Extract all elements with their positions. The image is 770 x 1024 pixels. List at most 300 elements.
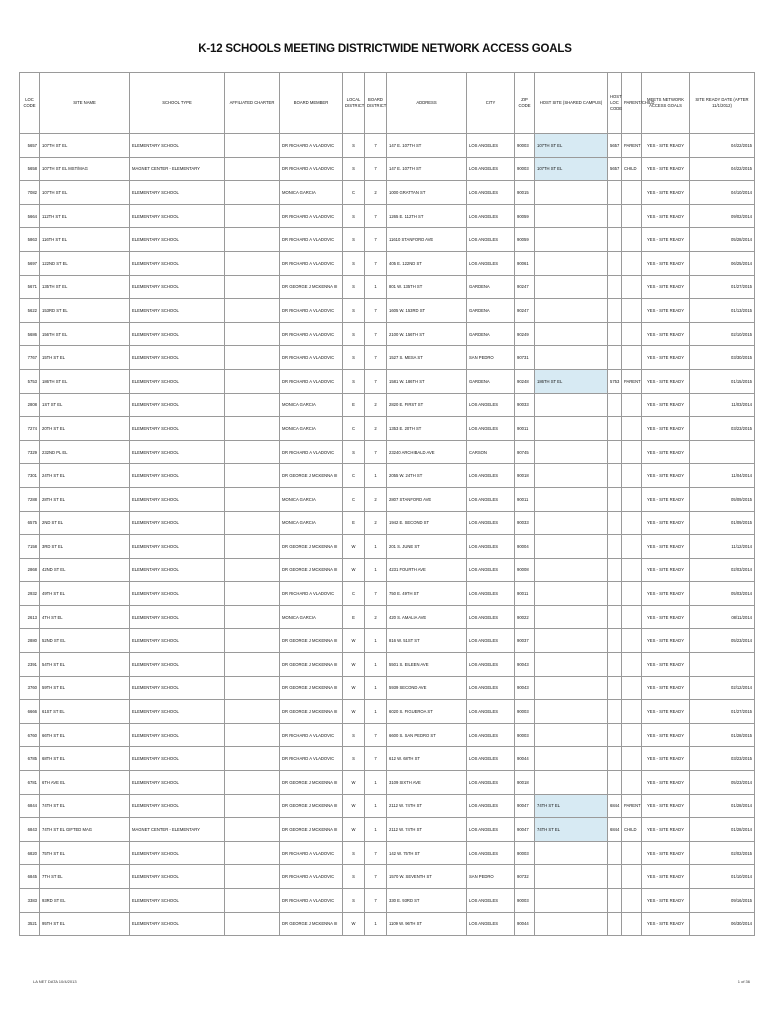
table-cell: LOS ANGELES <box>467 771 515 795</box>
table-row <box>20 440 755 464</box>
table-cell: 142 W. 75TH ST <box>387 841 467 865</box>
table-cell <box>225 464 280 488</box>
table-cell: LOS ANGELES <box>467 818 515 842</box>
table-cell: 90004 <box>515 535 535 559</box>
table-cell: 02/02/2015 <box>690 841 755 865</box>
table-cell: 7082 <box>20 181 40 205</box>
table-cell: 7 <box>365 134 387 158</box>
table-cell: YES - SITE READY <box>642 700 690 724</box>
table-cell: DR RICHARD A VLADOVIC <box>280 322 343 346</box>
table-cell: 7 <box>365 299 387 323</box>
table-cell: 2112 W. 74TH ST <box>387 794 467 818</box>
table-cell: ELEMENTARY SCHOOL <box>130 723 225 747</box>
table-cell: S <box>343 204 365 228</box>
table-cell: YES - SITE READY <box>642 841 690 865</box>
table-cell: 816 W. 51ST ST <box>387 629 467 653</box>
table-cell: YES - SITE READY <box>642 582 690 606</box>
table-cell: DR RICHARD A VLADOVIC <box>280 134 343 158</box>
table-cell: 90043 <box>515 653 535 677</box>
table-cell: 1605 W. 153RD ST <box>387 299 467 323</box>
table-cell <box>225 747 280 771</box>
table-cell: LOS ANGELES <box>467 676 515 700</box>
table-cell: W <box>343 794 365 818</box>
table-cell: PARENT <box>622 134 642 158</box>
table-cell: 7301 <box>20 464 40 488</box>
table-cell <box>622 464 642 488</box>
table-cell <box>622 582 642 606</box>
table-cell: E <box>343 605 365 629</box>
table-cell: W <box>343 912 365 936</box>
table-cell: C <box>343 487 365 511</box>
table-cell: 6575 <box>20 511 40 535</box>
table-cell <box>535 393 608 417</box>
table-cell: 75TH ST EL <box>40 841 130 865</box>
table-cell: 2807 STANFORD AVE <box>387 487 467 511</box>
table-row <box>20 181 755 205</box>
table-cell: W <box>343 653 365 677</box>
table-cell: 90047 <box>515 794 535 818</box>
table-cell: ELEMENTARY SCHOOL <box>130 228 225 252</box>
table-cell <box>535 511 608 535</box>
table-cell <box>535 912 608 936</box>
table-row <box>20 653 755 677</box>
column-header: HOST LOC CODE <box>608 73 622 134</box>
table-cell <box>535 723 608 747</box>
table-cell: 147 E. 107TH ST <box>387 157 467 181</box>
table-cell: 6843 <box>20 818 40 842</box>
table-cell: YES - SITE READY <box>642 629 690 653</box>
table-cell <box>622 629 642 653</box>
table-cell: 330 E. 93RD ST <box>387 889 467 913</box>
table-cell: MONICA GARCIA <box>280 487 343 511</box>
table-cell: W <box>343 535 365 559</box>
table-row <box>20 912 755 936</box>
table-cell: 11/12/2014 <box>690 535 755 559</box>
table-cell <box>225 582 280 606</box>
table-cell: LOS ANGELES <box>467 464 515 488</box>
table-cell: C <box>343 582 365 606</box>
table-cell: 90011 <box>515 487 535 511</box>
table-cell: LOS ANGELES <box>467 841 515 865</box>
table-cell: 7 <box>365 228 387 252</box>
table-cell <box>225 535 280 559</box>
table-cell: 7 <box>365 841 387 865</box>
table-cell <box>225 841 280 865</box>
table-cell: LOS ANGELES <box>467 605 515 629</box>
table-cell: 1 <box>365 794 387 818</box>
table-cell: 90011 <box>515 417 535 441</box>
table-cell: 90003 <box>515 723 535 747</box>
table-row <box>20 487 755 511</box>
table-cell: YES - SITE READY <box>642 322 690 346</box>
table-cell <box>225 369 280 393</box>
table-cell <box>225 794 280 818</box>
table-cell: 90745 <box>515 440 535 464</box>
table-cell: LOS ANGELES <box>467 558 515 582</box>
table-cell: 04/22/2015 <box>690 134 755 158</box>
table-cell: 7 <box>365 582 387 606</box>
table-row <box>20 346 755 370</box>
table-cell: 7274 <box>20 417 40 441</box>
table-cell: 7767 <box>20 346 40 370</box>
table-cell: 02/10/2015 <box>690 322 755 346</box>
table-cell <box>225 228 280 252</box>
table-cell: LOS ANGELES <box>467 181 515 205</box>
table-cell: 186TH ST EL <box>535 369 608 393</box>
table-cell: 7TH ST EL <box>40 865 130 889</box>
table-cell: ELEMENTARY SCHOOL <box>130 771 225 795</box>
table-cell: ELEMENTARY SCHOOL <box>130 841 225 865</box>
table-cell: YES - SITE READY <box>642 275 690 299</box>
table-cell: DR RICHARD A VLADOVIC <box>280 369 343 393</box>
table-cell: 90003 <box>515 700 535 724</box>
table-cell: 107TH ST EL <box>535 134 608 158</box>
table-cell <box>608 181 622 205</box>
table-cell: ELEMENTARY SCHOOL <box>130 629 225 653</box>
table-cell: YES - SITE READY <box>642 228 690 252</box>
table-cell: 6666 <box>20 700 40 724</box>
table-cell: 90059 <box>515 204 535 228</box>
table-cell: YES - SITE READY <box>642 417 690 441</box>
table-cell: LOS ANGELES <box>467 747 515 771</box>
table-cell <box>535 841 608 865</box>
table-cell: 04/10/2014 <box>690 181 755 205</box>
table-cell: 90731 <box>515 346 535 370</box>
table-cell: 09/02/2014 <box>690 204 755 228</box>
table-cell: PARENT <box>622 369 642 393</box>
table-cell: 232ND PL EL <box>40 440 130 464</box>
table-cell <box>622 747 642 771</box>
table-cell: YES - SITE READY <box>642 299 690 323</box>
table-cell: DR GEORGE J MCKENNA III <box>280 676 343 700</box>
table-cell: 6845 <box>20 865 40 889</box>
table-cell: 2932 <box>20 582 40 606</box>
table-row <box>20 889 755 913</box>
table-cell: 1 <box>365 558 387 582</box>
table-cell: 01/15/2015 <box>690 369 755 393</box>
table-cell <box>622 841 642 865</box>
table-cell: 156TH ST EL <box>40 322 130 346</box>
table-cell <box>535 299 608 323</box>
table-cell <box>225 771 280 795</box>
column-header: BOARD DISTRICT <box>365 73 387 134</box>
table-cell <box>225 865 280 889</box>
table-cell: 68TH ST EL <box>40 747 130 771</box>
table-cell <box>225 322 280 346</box>
table-cell: ELEMENTARY SCHOOL <box>130 511 225 535</box>
table-cell: 6020 S. FIGUEROA ST <box>387 700 467 724</box>
table-cell: 09/16/2015 <box>690 889 755 913</box>
table-cell: DR RICHARD A VLADOVIC <box>280 228 343 252</box>
table-cell: 1570 W. SEVENTH ST <box>387 865 467 889</box>
table-cell: ELEMENTARY SCHOOL <box>130 889 225 913</box>
table-cell: ELEMENTARY SCHOOL <box>130 535 225 559</box>
table-cell <box>608 417 622 441</box>
table-cell <box>622 181 642 205</box>
table-cell: S <box>343 134 365 158</box>
table-cell: 90247 <box>515 299 535 323</box>
table-cell: 1109 W. 96TH ST <box>387 912 467 936</box>
table-cell: YES - SITE READY <box>642 912 690 936</box>
table-cell: MONICA GARCIA <box>280 417 343 441</box>
table-cell: LOS ANGELES <box>467 653 515 677</box>
table-cell: 3383 <box>20 889 40 913</box>
table-cell: 1 <box>365 535 387 559</box>
table-cell: 1 <box>365 912 387 936</box>
table-cell: ELEMENTARY SCHOOL <box>130 251 225 275</box>
table-cell: 90033 <box>515 393 535 417</box>
table-cell: 42ND ST EL <box>40 558 130 582</box>
table-row <box>20 369 755 393</box>
table-cell: ELEMENTARY SCHOOL <box>130 393 225 417</box>
table-cell: 28TH ST EL <box>40 487 130 511</box>
table-cell <box>622 228 642 252</box>
table-cell <box>535 204 608 228</box>
table-cell <box>608 204 622 228</box>
table-cell: 153RD ST EL <box>40 299 130 323</box>
table-cell: 6844 <box>20 794 40 818</box>
table-cell: DR RICHARD A VLADOVIC <box>280 841 343 865</box>
table-row <box>20 535 755 559</box>
table-cell: 1942 E. SECOND ST <box>387 511 467 535</box>
table-row <box>20 723 755 747</box>
table-cell: 5501 S. EILEEN AVE <box>387 653 467 677</box>
table-cell: 2 <box>365 511 387 535</box>
table-cell: 93RD ST EL <box>40 889 130 913</box>
table-cell: DR GEORGE J MCKENNA III <box>280 629 343 653</box>
table-cell: LOS ANGELES <box>467 204 515 228</box>
table-cell: LOS ANGELES <box>467 251 515 275</box>
table-cell: 2112 W. 74TH ST <box>387 818 467 842</box>
table-cell: ELEMENTARY SCHOOL <box>130 417 225 441</box>
table-cell: S <box>343 157 365 181</box>
table-cell <box>535 417 608 441</box>
table-cell: LOS ANGELES <box>467 889 515 913</box>
table-cell: LOS ANGELES <box>467 134 515 158</box>
table-cell: 90003 <box>515 841 535 865</box>
table-cell: 2868 <box>20 558 40 582</box>
table-row <box>20 204 755 228</box>
table-cell: S <box>343 723 365 747</box>
table-cell <box>225 275 280 299</box>
table-cell <box>535 582 608 606</box>
table-row <box>20 511 755 535</box>
column-header: HOST SITE (SHARED CAMPUS) <box>535 73 608 134</box>
table-cell: 107TH ST EL <box>535 157 608 181</box>
table-cell <box>535 653 608 677</box>
table-cell: W <box>343 629 365 653</box>
table-cell: YES - SITE READY <box>642 346 690 370</box>
table-cell: DR RICHARD A VLADOVIC <box>280 865 343 889</box>
table-cell <box>225 511 280 535</box>
table-cell: 5697 <box>20 251 40 275</box>
table-cell: YES - SITE READY <box>642 653 690 677</box>
table-cell: 90043 <box>515 676 535 700</box>
table-row <box>20 417 755 441</box>
table-cell: 90247 <box>515 275 535 299</box>
table-cell: 90003 <box>515 889 535 913</box>
table-row <box>20 322 755 346</box>
table-cell: 4TH ST EL <box>40 605 130 629</box>
table-cell: 01/28/2014 <box>690 818 755 842</box>
table-cell: 5939 SECOND AVE <box>387 676 467 700</box>
table-cell <box>622 535 642 559</box>
table-cell <box>535 464 608 488</box>
table-cell: DR RICHARD A VLADOVIC <box>280 251 343 275</box>
table-cell: SAN PEDRO <box>467 865 515 889</box>
table-cell: C <box>343 464 365 488</box>
table-cell: S <box>343 369 365 393</box>
table-cell <box>690 440 755 464</box>
footer-source-note: LA NET DATA 10/4/2013 <box>33 979 77 984</box>
table-cell: DR RICHARD A VLADOVIC <box>280 204 343 228</box>
table-cell <box>608 629 622 653</box>
table-cell: ELEMENTARY SCHOOL <box>130 605 225 629</box>
table-cell: 2 <box>365 605 387 629</box>
table-cell <box>225 134 280 158</box>
table-cell: 04/22/2015 <box>690 157 755 181</box>
table-cell: DR GEORGE J MCKENNA III <box>280 771 343 795</box>
table-cell: ELEMENTARY SCHOOL <box>130 346 225 370</box>
table-cell <box>622 275 642 299</box>
table-cell: DR GEORGE J MCKENNA III <box>280 700 343 724</box>
table-cell <box>225 251 280 275</box>
table-cell: YES - SITE READY <box>642 558 690 582</box>
table-cell <box>608 771 622 795</box>
table-cell: YES - SITE READY <box>642 181 690 205</box>
table-cell: 90003 <box>515 134 535 158</box>
table-cell: 49TH ST EL <box>40 582 130 606</box>
table-cell: 5671 <box>20 275 40 299</box>
table-cell <box>225 723 280 747</box>
table-cell: S <box>343 346 365 370</box>
table-cell: S <box>343 865 365 889</box>
header-row <box>20 73 755 134</box>
table-row <box>20 558 755 582</box>
table-cell <box>535 747 608 771</box>
table-cell <box>608 299 622 323</box>
table-cell: LOS ANGELES <box>467 417 515 441</box>
table-cell: YES - SITE READY <box>642 157 690 181</box>
table-cell: 801 W. 135TH ST <box>387 275 467 299</box>
table-cell: ELEMENTARY SCHOOL <box>130 794 225 818</box>
table-cell: 5622 <box>20 299 40 323</box>
table-cell: DR GEORGE J MCKENNA III <box>280 464 343 488</box>
table-cell <box>225 653 280 677</box>
table-cell: YES - SITE READY <box>642 747 690 771</box>
table-cell: 2 <box>365 417 387 441</box>
table-cell: 7 <box>365 747 387 771</box>
column-header: ZIP CODE <box>515 73 535 134</box>
table-cell: LOS ANGELES <box>467 629 515 653</box>
table-cell <box>225 676 280 700</box>
table-cell: 02/12/2014 <box>690 676 755 700</box>
table-cell: LOS ANGELES <box>467 535 515 559</box>
table-cell: DR GEORGE J MCKENNA III <box>280 818 343 842</box>
table-cell: 1353 E. 20TH ST <box>387 417 467 441</box>
table-cell: 03/30/2015 <box>690 346 755 370</box>
table-cell <box>608 346 622 370</box>
table-cell: 2ND ST EL <box>40 511 130 535</box>
table-cell: 6760 <box>20 723 40 747</box>
table-cell: 90003 <box>515 157 535 181</box>
table-cell <box>535 440 608 464</box>
table-cell: 5863 <box>20 228 40 252</box>
table-cell: YES - SITE READY <box>642 464 690 488</box>
table-cell: DR GEORGE J MCKENNA III <box>280 912 343 936</box>
table-body <box>20 134 755 936</box>
table-cell: 90044 <box>515 912 535 936</box>
table-cell: 7 <box>365 322 387 346</box>
table-cell: 05/03/2014 <box>690 582 755 606</box>
table-cell: 24TH ST EL <box>40 464 130 488</box>
table-cell: LOS ANGELES <box>467 723 515 747</box>
table-cell <box>225 440 280 464</box>
table-cell: ELEMENTARY SCHOOL <box>130 369 225 393</box>
table-cell <box>608 511 622 535</box>
table-cell: S <box>343 251 365 275</box>
table-cell: 5753 <box>608 369 622 393</box>
table-cell: ELEMENTARY SCHOOL <box>130 700 225 724</box>
table-row <box>20 747 755 771</box>
table-cell: 5658 <box>20 157 40 181</box>
table-cell: 5753 <box>20 369 40 393</box>
table-cell: 420 S. AMALIA AVE <box>387 605 467 629</box>
table-cell <box>622 511 642 535</box>
table-cell <box>608 464 622 488</box>
table-cell <box>225 629 280 653</box>
table-cell: ELEMENTARY SCHOOL <box>130 464 225 488</box>
table-cell: 01/10/2014 <box>690 865 755 889</box>
column-header: BOARD MEMBER <box>280 73 343 134</box>
table-cell: MONICA GARCIA <box>280 605 343 629</box>
table-cell: ELEMENTARY SCHOOL <box>130 181 225 205</box>
table-cell: S <box>343 889 365 913</box>
column-header: SITE NAME <box>40 73 130 134</box>
table-cell <box>608 487 622 511</box>
table-cell <box>622 676 642 700</box>
table-cell <box>622 723 642 747</box>
table-cell: 135TH ST EL <box>40 275 130 299</box>
table-cell: ELEMENTARY SCHOOL <box>130 440 225 464</box>
table-cell: ELEMENTARY SCHOOL <box>130 322 225 346</box>
table-cell: 7 <box>365 440 387 464</box>
table-cell: 107TH ST EL <box>40 134 130 158</box>
table-cell <box>535 322 608 346</box>
table-cell: 1 <box>365 629 387 653</box>
table-cell: 90015 <box>515 181 535 205</box>
table-cell <box>622 204 642 228</box>
table-cell: 5657 <box>20 134 40 158</box>
table-cell: MAGNET CENTER - ELEMENTARY <box>130 818 225 842</box>
table-cell <box>225 605 280 629</box>
table-cell <box>622 912 642 936</box>
table-cell: 7 <box>365 346 387 370</box>
table-cell: LOS ANGELES <box>467 487 515 511</box>
table-cell: YES - SITE READY <box>642 487 690 511</box>
table-cell: 90037 <box>515 629 535 653</box>
table-cell: 2613 <box>20 605 40 629</box>
table-cell <box>225 204 280 228</box>
table-cell: ELEMENTARY SCHOOL <box>130 275 225 299</box>
schools-table <box>19 72 755 936</box>
table-cell: ELEMENTARY SCHOOL <box>130 487 225 511</box>
table-cell: 6781 <box>20 771 40 795</box>
table-cell: 06/30/2014 <box>690 912 755 936</box>
table-cell <box>608 440 622 464</box>
table-row <box>20 818 755 842</box>
table-cell: ELEMENTARY SCHOOL <box>130 204 225 228</box>
